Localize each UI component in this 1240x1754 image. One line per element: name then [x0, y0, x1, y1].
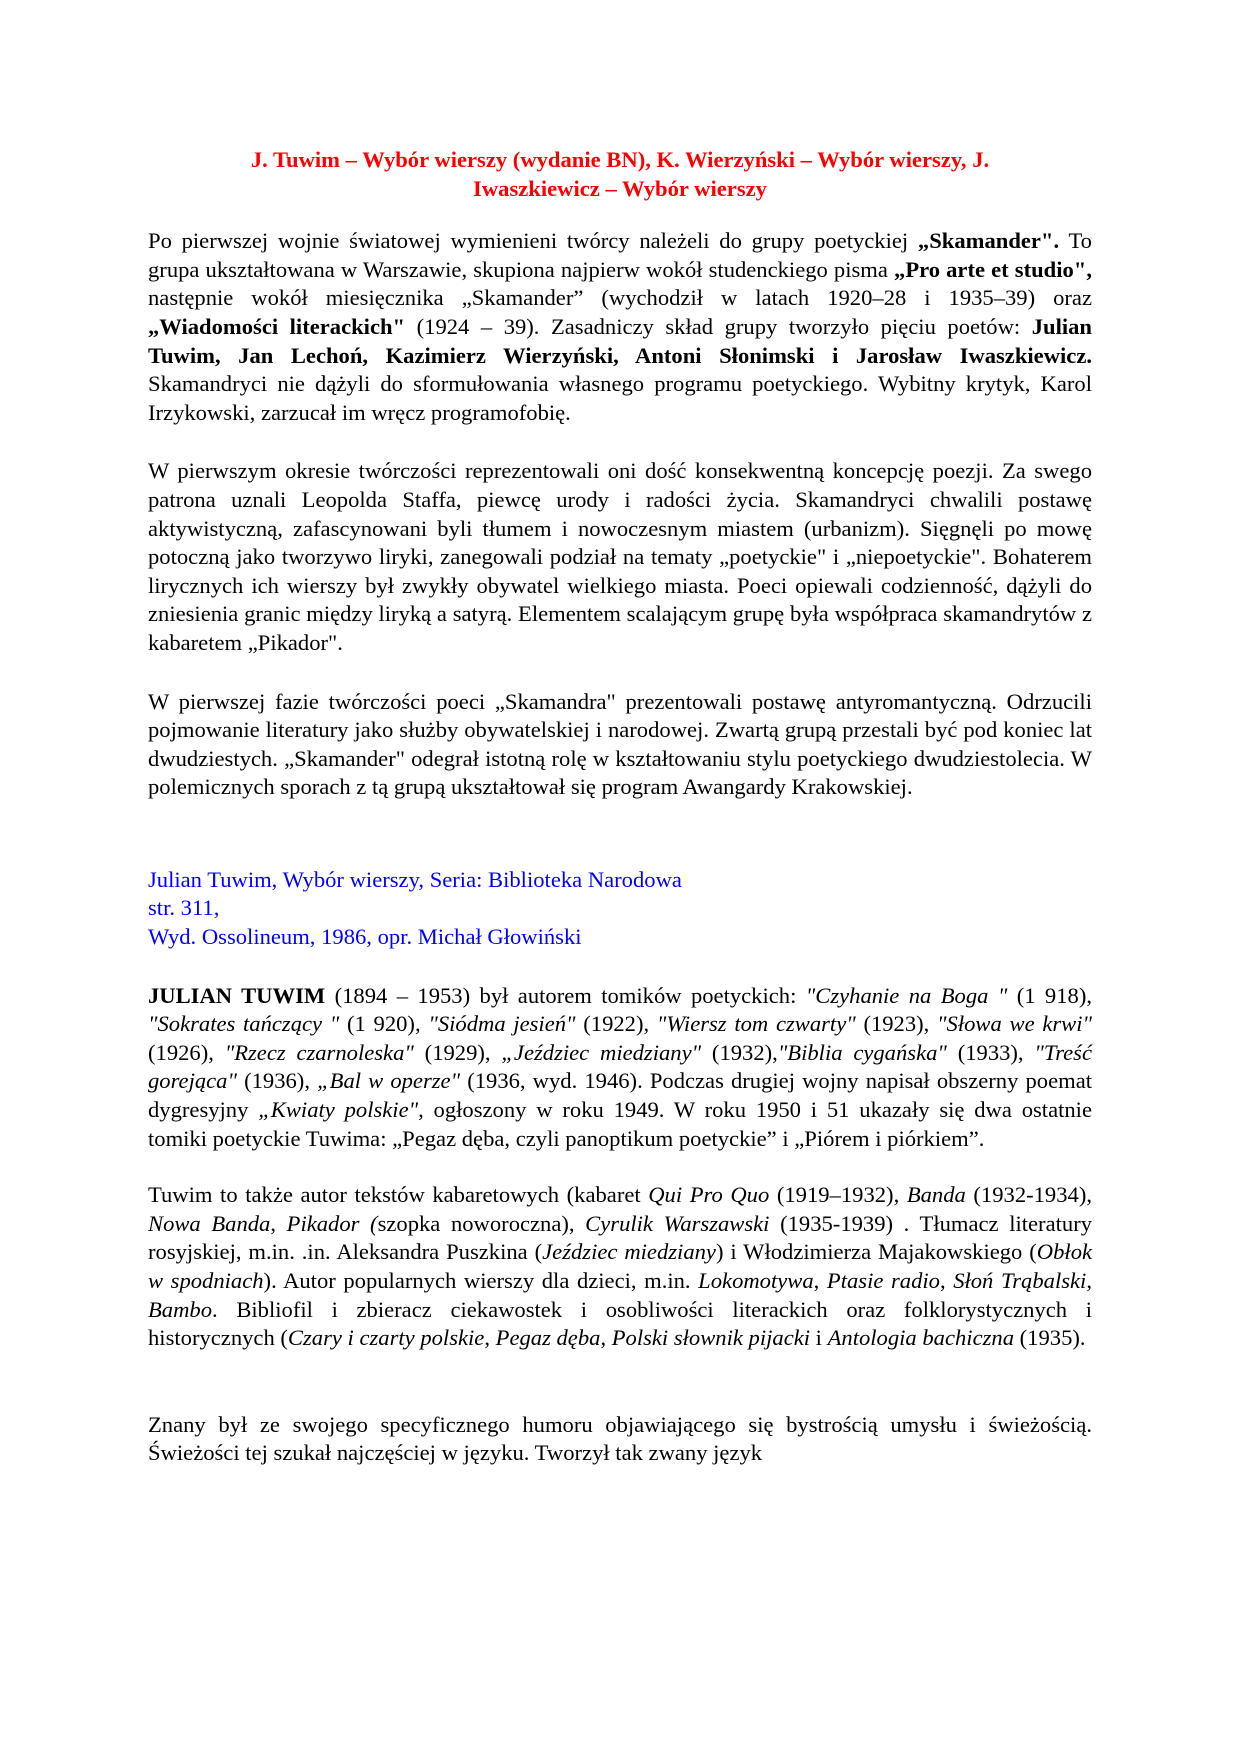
text-run: To grupa ukształtowana w Warszawie, skupiona najpierw wokół studenckiego pisma — [148, 228, 1092, 282]
bold-text: „Pro arte et studio", — [894, 256, 1092, 282]
italic-title: Czary i czarty polskie — [287, 1325, 485, 1351]
italic-title: "Rzecz czarnoleska" — [224, 1039, 414, 1065]
italic-title: Antologia bachiczna — [827, 1325, 1014, 1351]
italic-title: Ptasie radio — [826, 1268, 940, 1293]
italic-title: Polski słownik pijacki — [611, 1325, 811, 1351]
text-run: , — [1086, 1268, 1092, 1293]
italic-title: Qui Pro Quo — [648, 1182, 770, 1208]
italic-title: „Jeździec miedziany" — [501, 1039, 702, 1065]
italic-title: "Czyhanie na Boga " — [805, 982, 1008, 1008]
text-run: (1936), — [236, 1068, 318, 1094]
italic-title: Lokomotywa — [698, 1268, 814, 1293]
italic-title: Pikador ( — [286, 1210, 378, 1236]
paragraph-first-period — [148, 457, 1092, 657]
italic-title: Słoń Trąbalski — [953, 1268, 1087, 1293]
italic-title: "Słowa we krwi" — [937, 1011, 1092, 1037]
text-run: , — [270, 1210, 287, 1236]
text-run: (1932-1934), — [965, 1182, 1092, 1208]
bold-text: Julian Tuwim, Jan Lechoń, Kazimierz Wierzyński, Antoni Słonimski i Jarosław Iwaszkiewicz. — [148, 313, 1092, 368]
text-run: (1933), — [946, 1039, 1035, 1065]
text-run: (1935-1939) . Tłumacz literatury rosyjskiej, m.in. .in. Aleksandra Puszkina ( — [148, 1210, 1093, 1265]
text-run: (1924 – 39). Zasadniczy skład grupy tworzyło pięciu poetów: — [405, 313, 1032, 339]
paragraph-tuwim-humor — [148, 1411, 1092, 1468]
italic-title: "Siódma jesień" — [428, 1011, 576, 1037]
document-page — [148, 146, 1092, 1468]
italic-title: Pegaz dęba — [495, 1325, 601, 1351]
text-run: Znany był ze swojego specyficznego humoru objawiającego się bystrością umysłu i świeżością. Świeżości tej szukał najczęściej w języku. Tworzył tak zwany język — [148, 1411, 1092, 1466]
text-run: (1919–1932), — [769, 1182, 907, 1208]
bold-text: „Skamander". — [917, 228, 1060, 254]
text-run: (1932), — [701, 1039, 778, 1065]
text-run: ). Autor popularnych wierszy dla dzieci, m.in. — [263, 1268, 699, 1293]
text-run: ) i Włodzimierza Majakowskiego ( — [715, 1239, 1037, 1265]
text-run: (1922), — [575, 1011, 657, 1037]
italic-title: "Sokrates tańczący " — [148, 1011, 340, 1037]
text-run: , — [813, 1268, 827, 1293]
document-title: J. Tuwim – Wybór wierszy (wydanie BN), K. Wierzyński – Wybór wierszy, J. Iwaszkiewicz – Wybór wierszy — [250, 147, 990, 201]
paragraph-tuwim-cabaret — [148, 1181, 1092, 1353]
text-run: . Bibliofil i zbieracz ciekawostek i osobliwości literackich oraz folklorystycznych i historycznych ( — [148, 1296, 1092, 1351]
italic-title: „Bal w operze" — [317, 1068, 461, 1094]
text-run: (1 918), — [1007, 982, 1092, 1008]
italic-title: Banda — [906, 1182, 966, 1208]
text-run: (1894 – 1953) był autorem tomików poetyckich: — [325, 982, 806, 1008]
text-run: , — [600, 1325, 612, 1351]
text-run: ogłoszony w roku 1949. W roku 1950 i 51 ukazały się dwa ostatnie tomiki poetyckie Tuwima: „Pegaz dęba, czyli panoptikum poetyckie” i „Piórem i piórkiem”. — [148, 1097, 1092, 1151]
paragraph-first-phase — [148, 688, 1092, 802]
paragraph-skamander-intro — [148, 227, 1092, 427]
text-run: następnie wokół miesięcznika „Skamander” (wychodził w latach 1920–28 i 1935–39) oraz — [148, 285, 1092, 311]
text-run: , — [484, 1325, 496, 1351]
paragraph-tuwim-works — [148, 982, 1092, 1154]
bold-text: „Wiadomości literackich" — [148, 313, 406, 339]
italic-title: „Kwiaty polskie", — [258, 1097, 424, 1123]
italic-title: Bambo — [148, 1296, 213, 1322]
text-run: (1935). — [1014, 1325, 1086, 1351]
text-run: W pierwszej fazie twórczości poeci „Skamandra" prezentowali postawę antyromantyczną. Odrzucili pojmowanie literatury jako służby obywatelskiej i narodowej. Zwartą grupą przestali być pod koniec lat dwudziestych. „Skamander" odegrał istotną rolę w kształtowaniu stylu poetyckiego dwudziestolecia. W polemicznych sporach z tą grupą ukształtował się program Awangardy Krakowskiej. — [148, 688, 1092, 800]
source-line: Wyd. Ossolineum, 1986, opr. Michał Głowiński — [148, 924, 582, 950]
text-run: Po pierwszej wojnie światowej wymienieni twórcy należeli do grupy poetyckiej — [148, 228, 918, 254]
text-run: (1923), — [855, 1011, 938, 1037]
text-run: szopka noworoczna), — [377, 1210, 586, 1236]
text-run: (1 920), — [339, 1011, 429, 1037]
italic-title: "Biblia cygańska" — [777, 1039, 947, 1065]
bold-text: JULIAN TUWIM — [148, 982, 326, 1008]
italic-title: Jeździec miedziany — [542, 1239, 716, 1265]
text-run: (1929), — [413, 1039, 502, 1065]
italic-title: Nowa Banda — [148, 1210, 271, 1236]
italic-title: "Treść gorejąca" — [148, 1039, 1092, 1094]
text-run: , — [939, 1268, 954, 1293]
italic-title: "Wiersz tom czwarty" — [656, 1011, 856, 1037]
text-run: W pierwszym okresie twórczości reprezentowali oni dość konsekwentną koncepcję poezji. Za swego patrona uznali Leopolda Staffa, piewcę urody i radości życia. Skamandryci chwalili postawę aktywistyczną, zafascynowani byli tłumem i nowoczesnym miastem (urbanizm). Sięgnęli po mowę potoczną jako tworzywo liryki, zanegowali podział na tematy „poetyckie" i „niepoetyckie". Bohaterem lirycznych ich wierszy był zwykły obywatel wielkiego miasta. Poeci opiewali codzienność, dążyli do zniesienia granic między liryką a satyrą. Elementem scalającym grupę była współpraca skamandrytów z kabaretem „Pikador". — [148, 458, 1092, 655]
text-run: i — [810, 1325, 828, 1351]
source-line: str. 311, — [148, 895, 220, 921]
italic-title: Cyrulik Warszawski — [585, 1210, 770, 1236]
text-run: Skamandryci nie dążyli do sformułowania własnego programu poetyckiego. Wybitny krytyk, Karol Irzykowski, zarzucał im wręcz programofobię. — [148, 371, 1092, 425]
text-run: (1936, wyd. 1946). Podczas drugiej wojny napisał obszerny poemat dygresyjny — [148, 1068, 1092, 1123]
source-citation — [148, 866, 1092, 952]
source-line: Julian Tuwim, Wybór wierszy, Seria: Biblioteka Narodowa — [148, 866, 682, 892]
text-run: (1926), — [148, 1039, 225, 1065]
text-run: Tuwim to także autor tekstów kabaretowych (kabaret — [148, 1182, 649, 1208]
italic-title: Obłok w spodniach — [148, 1239, 1093, 1293]
